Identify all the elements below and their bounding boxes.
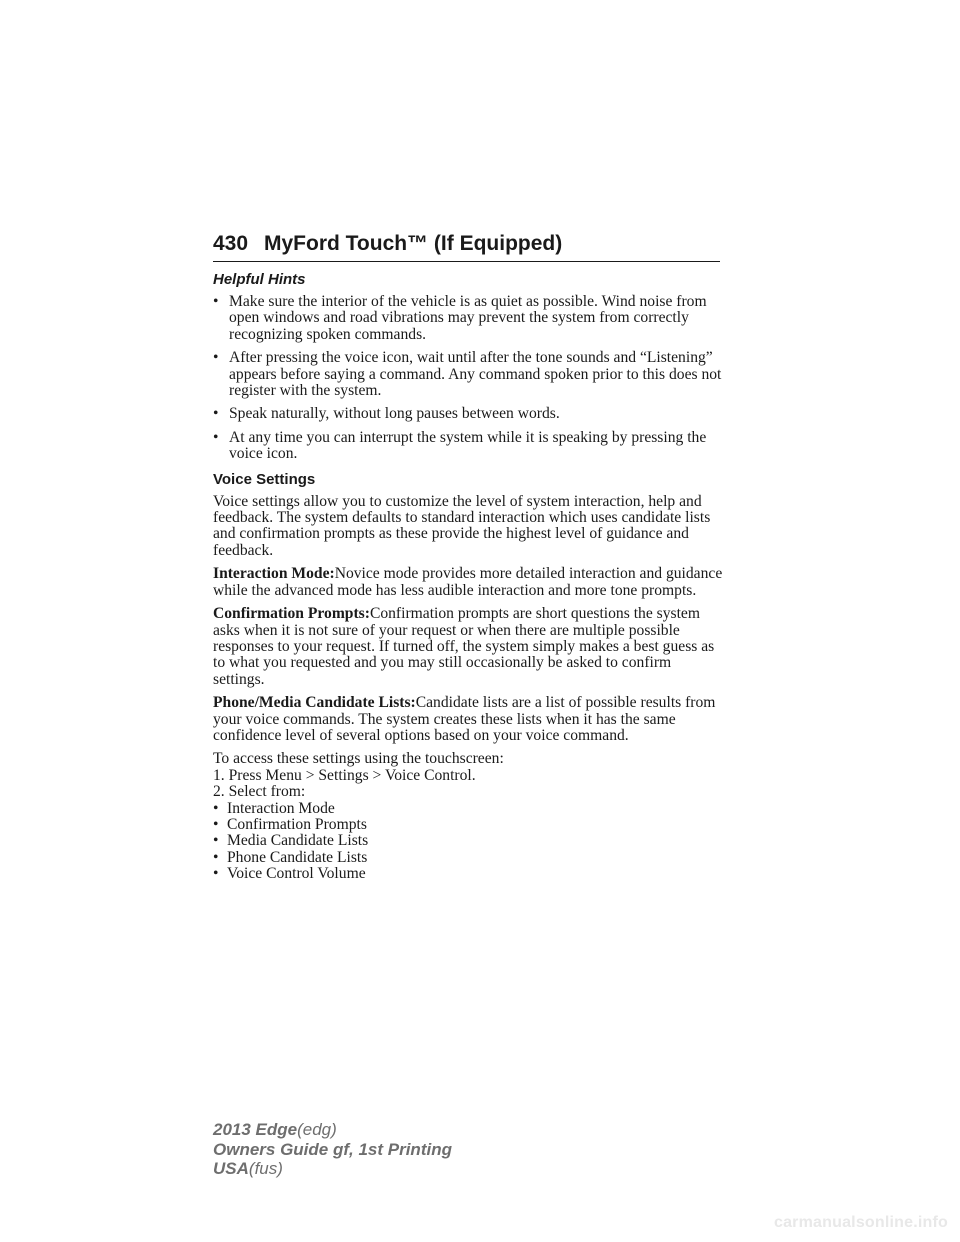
footer-line-model: 2013 Edge(edg) xyxy=(213,1120,337,1139)
option-item: • Interaction Mode xyxy=(213,799,335,817)
step-item: 2. Select from: xyxy=(213,783,306,801)
bullet-icon: • xyxy=(213,293,219,310)
page-content xyxy=(213,267,723,883)
access-instructions xyxy=(213,751,723,882)
list-item: • At any time you can interrupt the system while it is speaking by pressing the voice icon. xyxy=(213,428,707,463)
definition-text: Novice mode provides more detailed interaction and guidance while the advanced mode has less audible interaction and more tone prompts. xyxy=(213,565,723,599)
footer-line-guide: Owners Guide gf, 1st Printing xyxy=(213,1139,452,1159)
watermark: carmanualsonline.info xyxy=(773,1214,948,1231)
helpful-hints-list xyxy=(213,294,723,463)
bullet-icon: • xyxy=(213,799,219,817)
option-item: • Media Candidate Lists xyxy=(213,832,369,850)
list-item: • Speak naturally, without long pauses between words. xyxy=(213,405,560,423)
definition-confirmation-prompts xyxy=(213,606,723,688)
step-item: 1. Press Menu > Settings > Voice Control. xyxy=(213,766,476,784)
bullet-icon: • xyxy=(213,865,219,883)
page-footer xyxy=(213,1120,452,1179)
page-header-title: MyFord Touch™ (If Equipped) xyxy=(264,232,563,255)
bullet-icon: • xyxy=(213,848,219,866)
bullet-icon: • xyxy=(213,815,219,833)
helpful-hints-heading: Helpful Hints xyxy=(213,271,306,288)
list-item: • Make sure the interior of the vehicle is as quiet as possible. Wind noise from open windows and road vibrations may prevent the system from correctly recognizing spoken commands. xyxy=(213,293,707,343)
page-header xyxy=(213,229,720,262)
bullet-icon: • xyxy=(213,428,219,446)
page-number: 430 xyxy=(213,232,249,255)
option-item: • Confirmation Prompts xyxy=(213,815,367,833)
definition-interaction-mode xyxy=(213,566,723,599)
bullet-icon: • xyxy=(213,349,219,367)
voice-settings-intro: Voice settings allow you to customize the level of system interaction, help and feedback. The system defaults to standard interaction which uses candidate lists and confirmation prompts as these provide the highest level of guidance and feedback. xyxy=(213,492,711,559)
bullet-icon: • xyxy=(213,832,219,850)
definition-term: Interaction Mode: xyxy=(213,565,335,583)
option-item: • Voice Control Volume xyxy=(213,865,366,883)
voice-settings-heading: Voice Settings xyxy=(213,470,316,488)
footer-line-market: USA(fus) xyxy=(213,1159,283,1178)
definition-term: Confirmation Prompts: xyxy=(213,605,370,623)
definition-term: Phone/Media Candidate Lists: xyxy=(213,694,416,712)
bullet-icon: • xyxy=(213,405,219,423)
definition-text: Confirmation prompts are short questions the system asks when it is not sure of your request or when there are multiple possible responses to your request. If turned off, the system simply makes a best guess as to what you requested and you may still occasionally be asked to confirm settings. xyxy=(213,605,715,688)
list-item: • After pressing the voice icon, wait until after the tone sounds and “Listening” appears before saying a command. Any command spoken prior to this does not register with the system. xyxy=(213,349,722,400)
definition-text: Candidate lists are a list of possible results from your voice commands. The system creates these lists when it has the same confidence level of several options based on your voice command. xyxy=(213,694,716,744)
definition-candidate-lists xyxy=(213,695,723,744)
access-intro: To access these settings using the touchscreen: xyxy=(213,750,504,768)
option-item: • Phone Candidate Lists xyxy=(213,848,368,866)
